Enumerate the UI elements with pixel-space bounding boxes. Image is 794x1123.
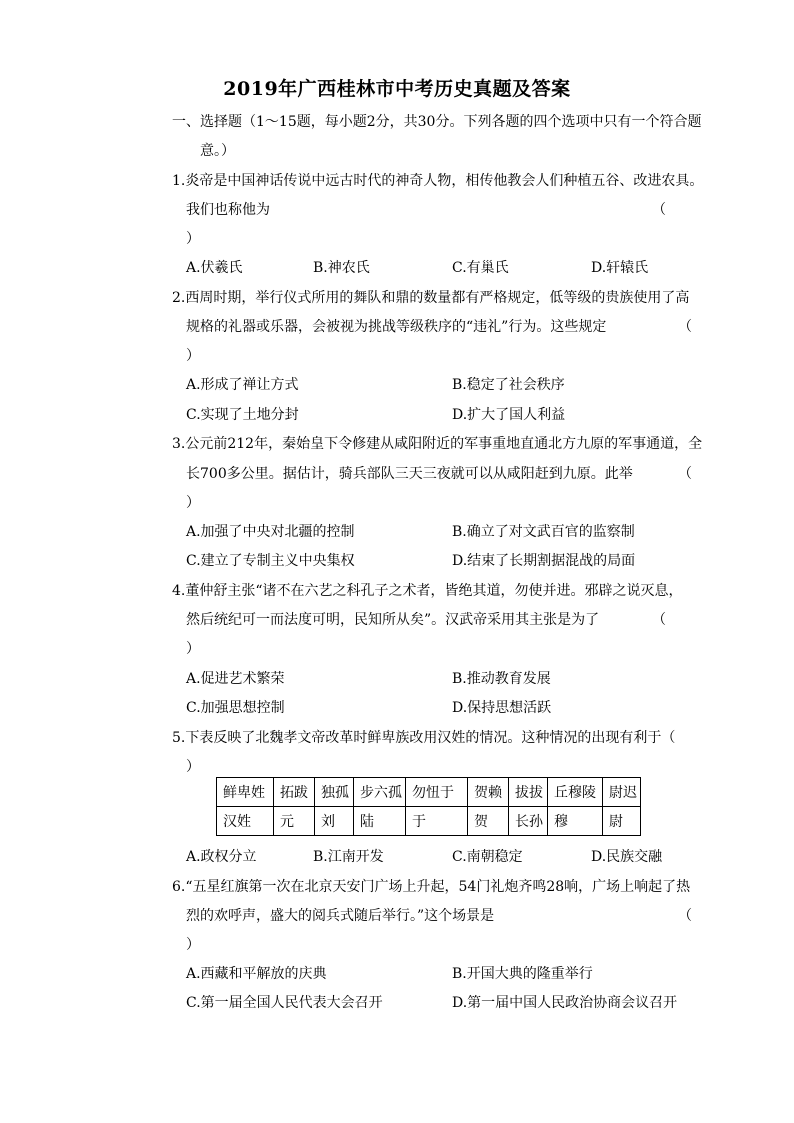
table-row xyxy=(217,778,641,807)
option-c: C.建立了专制主义中央集权 xyxy=(186,553,355,569)
option-c: C.第一届全国人民代表大会召开 xyxy=(186,995,383,1011)
question-text-line: 长700多公里。据估计，骑兵部队三天三夜就可以从咸阳赶到九原。此举 xyxy=(186,466,633,482)
option-a: A.加强了中央对北疆的控制 xyxy=(186,524,355,540)
option-d: D.第一届中国人民政治协商会议召开 xyxy=(452,995,678,1011)
option-b: B.推动教育发展 xyxy=(452,671,551,687)
table-cell: 贺赖 xyxy=(468,778,509,807)
open-paren: （ xyxy=(678,319,692,335)
option-b: B.开国大典的隆重举行 xyxy=(452,966,593,982)
table-cell: 元 xyxy=(274,807,315,836)
table-cell: 汉姓 xyxy=(217,807,274,836)
table-cell: 尉 xyxy=(603,807,641,836)
surname-table xyxy=(216,777,641,836)
close-paren: ） xyxy=(186,937,200,953)
close-paren: ） xyxy=(186,495,200,511)
table-cell: 拓跋 xyxy=(274,778,315,807)
question-text-line: 我们也称他为 xyxy=(186,202,270,218)
table-cell: 拔拔 xyxy=(509,778,548,807)
close-paren: ） xyxy=(186,641,200,657)
option-c: C.实现了土地分封 xyxy=(186,407,299,423)
question-text-line: 4.董仲舒主张“诸不在六艺之科孔子之术者，皆绝其道，勿使并进。邪辟之说灭息， xyxy=(172,583,683,599)
table-row xyxy=(217,807,641,836)
option-a: A.政权分立 xyxy=(186,849,257,865)
question-text-line: 然后统纪可一而法度可明，民知所从矣”。汉武帝采用其主张是为了 xyxy=(186,612,600,628)
question-text-line: 规格的礼器或乐器，会被视为挑战等级秩序的“违礼”行为。这些规定 xyxy=(186,319,607,335)
table-cell: 刘 xyxy=(315,807,354,836)
question-text-line: 5.下表反映了北魏孝文帝改革时鲜卑族改用汉姓的情况。这种情况的出现有利于（ xyxy=(172,730,676,746)
open-paren: （ xyxy=(678,908,692,924)
option-d: D.民族交融 xyxy=(591,849,663,865)
question-text-line: 6.“五星红旗第一次在北京天安门广场上升起，54门礼炮齐鸣28响，广场上响起了热 xyxy=(172,879,691,895)
section-heading: 一、选择题（1～15题，每小题2分，共30分。下列各题的四个选项中只有一个符合题 xyxy=(172,114,702,130)
option-d: D.结束了长期割据混战的局面 xyxy=(452,553,636,569)
table-cell: 穆 xyxy=(548,807,603,836)
option-c: C.加强思想控制 xyxy=(186,700,285,716)
question-text-line: 3.公元前212年，秦始皇下令修建从咸阳附近的军事重地直通北方九原的军事通道，全 xyxy=(172,436,703,452)
option-b: B.稳定了社会秩序 xyxy=(452,377,565,393)
open-paren: （ xyxy=(678,466,692,482)
table-cell: 贺 xyxy=(468,807,509,836)
option-a: A.西藏和平解放的庆典 xyxy=(186,966,327,982)
option-b: B.江南开发 xyxy=(313,849,384,865)
table-cell: 丘穆陵 xyxy=(548,778,603,807)
option-d: D.扩大了国人利益 xyxy=(452,407,566,423)
close-paren: ） xyxy=(186,348,200,364)
open-paren: （ xyxy=(652,202,666,218)
option-b: B.神农氏 xyxy=(313,260,370,276)
question-text-line: 1.炎帝是中国神话传说中远古时代的神奇人物，相传他教会人们种植五谷、改进农具。 xyxy=(172,173,704,189)
table-cell: 步六孤 xyxy=(354,778,406,807)
close-paren: ） xyxy=(186,759,200,775)
table-cell: 长孙 xyxy=(509,807,548,836)
option-d: D.保持思想活跃 xyxy=(452,700,552,716)
option-a: A.形成了禅让方式 xyxy=(186,377,299,393)
option-c: C.有巢氏 xyxy=(452,260,509,276)
table-cell: 尉迟 xyxy=(603,778,641,807)
option-b: B.确立了对文武百官的监察制 xyxy=(452,524,635,540)
option-d: D.轩辕氏 xyxy=(591,260,649,276)
open-paren: （ xyxy=(652,612,666,628)
table-cell: 独孤 xyxy=(315,778,354,807)
close-paren: ） xyxy=(186,231,200,247)
question-text-line: 2.西周时期，举行仪式所用的舞队和鼎的数量都有严格规定，低等级的贵族使用了高 xyxy=(172,290,690,306)
table-cell: 勿忸于 xyxy=(406,778,468,807)
question-text-line: 烈的欢呼声，盛大的阅兵式随后举行。”这个场景是 xyxy=(186,908,495,924)
option-c: C.南朝稳定 xyxy=(452,849,523,865)
page-title: 2019年广西桂林市中考历史真题及答案 xyxy=(223,78,571,100)
option-a: A.促进艺术繁荣 xyxy=(186,671,285,687)
option-a: A.伏羲氏 xyxy=(186,260,243,276)
table-cell: 鲜卑姓 xyxy=(217,778,274,807)
section-heading-cont: 意。） xyxy=(200,143,235,159)
table-cell: 于 xyxy=(406,807,468,836)
table-cell: 陆 xyxy=(354,807,406,836)
